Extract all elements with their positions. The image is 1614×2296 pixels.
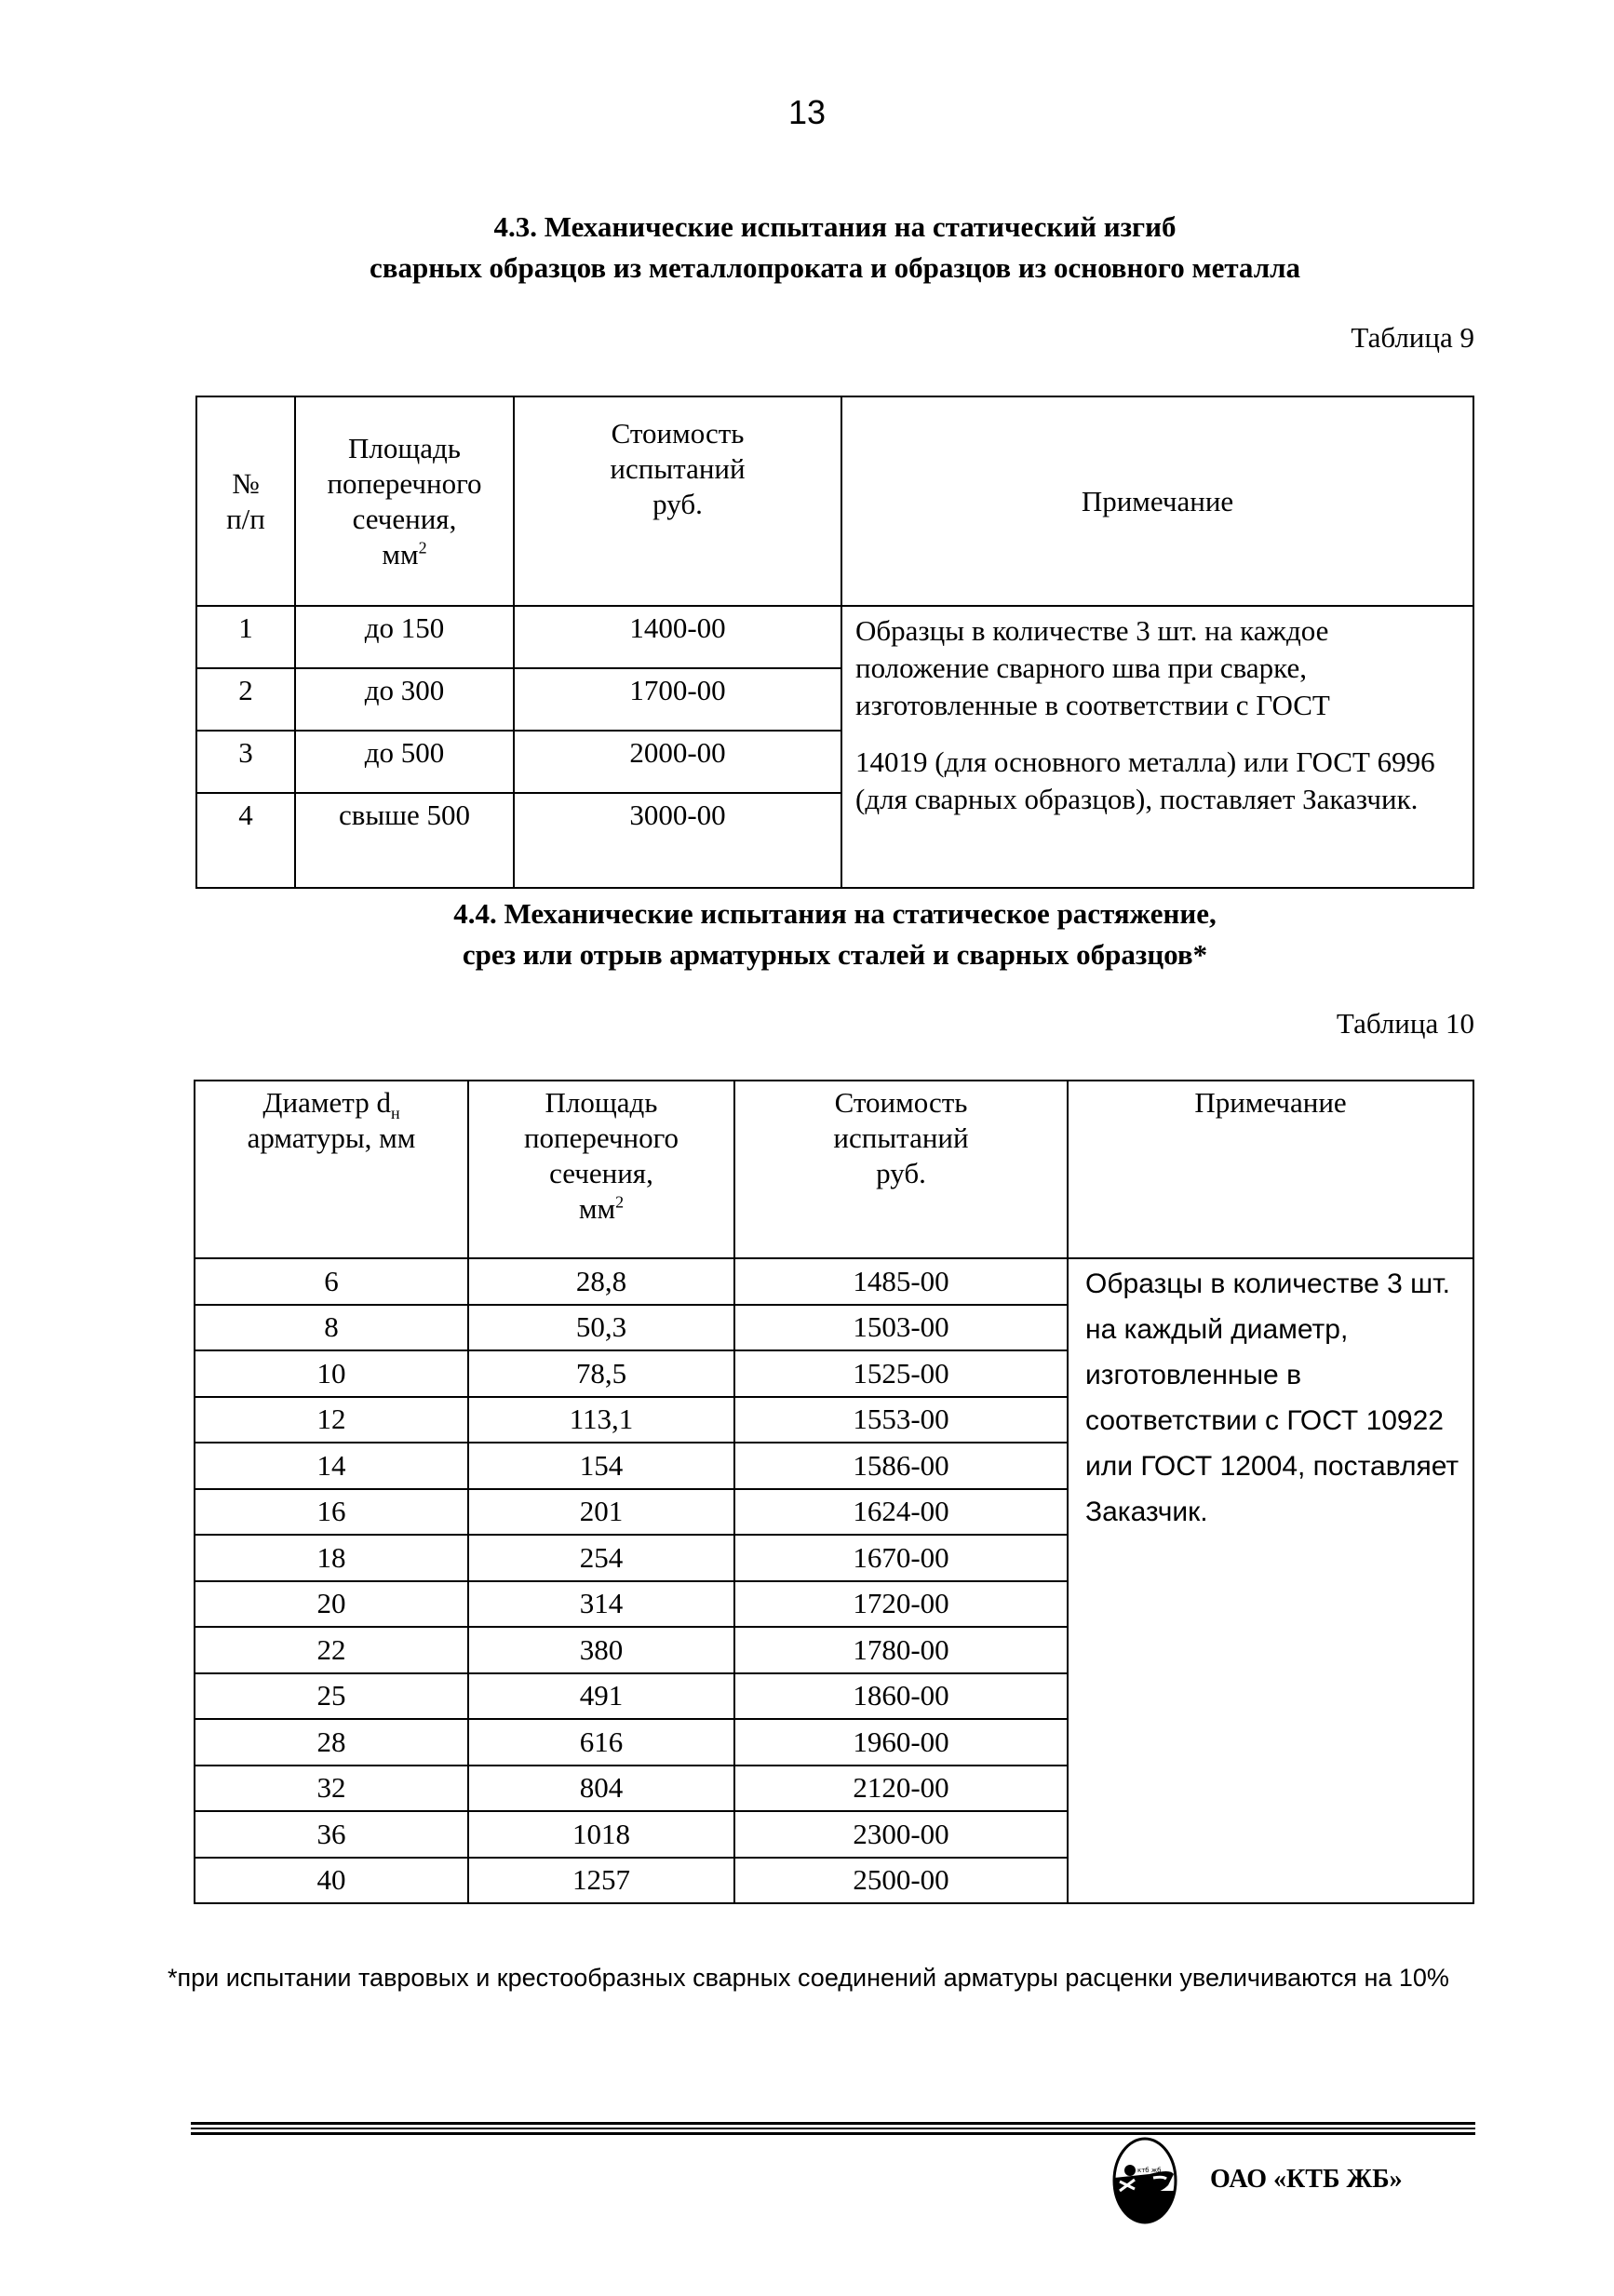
cell-cost: 1700-00 [514,668,841,731]
cell-cost: 1553-00 [734,1397,1068,1443]
header-unit [469,1191,733,1227]
cell-area: 491 [468,1673,734,1720]
header-note: Примечание [841,396,1473,606]
cell-cost: 1860-00 [734,1673,1068,1720]
company-name: ОАО «КТБ ЖБ» [1210,2165,1403,2194]
cell-diameter: 8 [195,1305,468,1351]
diameter-subscript: н [390,1104,400,1123]
table-10 [194,1080,1474,1904]
cell-area: свыше 500 [295,793,514,888]
cell-area: до 300 [295,668,514,731]
footnote: *при испытании тавровых и крестообразных сварных соединений арматуры расценки увеличиваются на 10% [168,1964,1449,1992]
cell-diameter: 32 [195,1766,468,1812]
svg-text:ктб жб: ктб жб [1137,2167,1162,2174]
header-text: Площадь [348,431,461,464]
cell-area: 113,1 [468,1397,734,1443]
cell-diameter: 40 [195,1858,468,1904]
cell-number: 4 [196,793,295,888]
header-text [195,1085,467,1121]
unit-superscript: 2 [615,1192,625,1212]
header-text: поперечного [523,1121,679,1154]
cell-diameter: 18 [195,1535,468,1581]
table-9-caption: Таблица 9 [1351,321,1474,354]
cell-diameter: 10 [195,1350,468,1397]
cell-area: 50,3 [468,1305,734,1351]
cell-cost: 2120-00 [734,1766,1068,1812]
cell-area: 314 [468,1581,734,1628]
cell-area: 28,8 [468,1258,734,1305]
cell-diameter: 16 [195,1489,468,1536]
cell-cost: 1586-00 [734,1443,1068,1489]
header-text: испытаний [610,452,746,485]
cell-diameter: 22 [195,1627,468,1673]
table-header-row [196,396,1473,606]
table-row [196,606,1473,668]
section-title-line: срез или отрыв арматурных сталей и сварных образцов* [462,938,1208,971]
cell-area: до 150 [295,606,514,668]
cell-diameter: 28 [195,1719,468,1766]
ktb-zhb-logo-icon [1112,2137,1177,2224]
cell-area: 616 [468,1719,734,1766]
section-4-3-title [195,207,1474,289]
header-cost [734,1081,1068,1258]
footer-divider [191,2122,1475,2135]
cell-area: 254 [468,1535,734,1581]
cell-cost: 1720-00 [734,1581,1068,1628]
cell-note-part2: 14019 (для основного металла) или ГОСТ 6996 (для сварных образцов), поставляет Заказчик. [841,731,1473,888]
cell-cost: 1525-00 [734,1350,1068,1397]
cell-cost: 1624-00 [734,1489,1068,1536]
header-text: сечения, [549,1157,653,1189]
cell-cost: 2000-00 [514,731,841,793]
cell-cost: 1485-00 [734,1258,1068,1305]
cell-diameter: 25 [195,1673,468,1720]
header-text: испытаний [833,1121,969,1154]
cell-cost: 1503-00 [734,1305,1068,1351]
table-header-row [195,1081,1473,1258]
cell-cost: 2300-00 [734,1811,1068,1858]
header-text: п/п [226,502,265,535]
cell-area: 201 [468,1489,734,1536]
section-4-4-title [195,893,1474,975]
cell-area: 1257 [468,1858,734,1904]
header-text: поперечного [327,466,482,500]
cell-number: 2 [196,668,295,731]
header-area [468,1081,734,1258]
header-text: Стоимость [611,417,745,450]
diameter-label: Диаметр d [262,1086,391,1119]
cell-cost: 1400-00 [514,606,841,668]
table-row [195,1258,1473,1305]
cell-cost: 1780-00 [734,1627,1068,1673]
cell-cost: 3000-00 [514,793,841,888]
cell-diameter: 36 [195,1811,468,1858]
header-area [295,396,514,606]
cell-area: 154 [468,1443,734,1489]
cell-number: 1 [196,606,295,668]
cell-diameter: 14 [195,1443,468,1489]
section-title-line: 4.3. Механические испытания на статический изгиб [493,210,1177,243]
unit-text: мм [382,537,419,571]
header-text: Стоимость [834,1086,968,1119]
table-10-caption: Таблица 10 [1336,1007,1474,1040]
header-note: Примечание [1068,1081,1473,1258]
cell-diameter: 6 [195,1258,468,1305]
section-title-line: сварных образцов из металлопроката и образцов из основного металла [370,251,1300,284]
header-text: сечения, [352,502,457,535]
cell-area: 804 [468,1766,734,1812]
section-title-line: 4.4. Механические испытания на статическое растяжение, [453,897,1217,930]
header-cost [514,396,841,606]
header-text: Площадь [545,1086,658,1119]
cell-diameter: 12 [195,1397,468,1443]
cell-cost: 1670-00 [734,1535,1068,1581]
cell-note-part1: Образцы в количестве 3 шт. на каждое положение сварного шва при сварке, изготовленные в соответствии с ГОСТ [841,606,1473,731]
table-10-body [195,1258,1473,1903]
cell-number: 3 [196,731,295,793]
page-number: 13 [787,93,827,131]
cell-note: Образцы в количестве 3 шт. на каждый диаметр, изготовленные в соответствии с ГОСТ 10922 или ГОСТ 12004, поставляет Заказчик. [1068,1258,1473,1903]
table-row [196,731,1473,793]
header-diameter [195,1081,468,1258]
header-unit [296,537,513,572]
cell-area: 1018 [468,1811,734,1858]
header-text: арматуры, мм [247,1121,416,1154]
cell-diameter: 20 [195,1581,468,1628]
unit-text: мм [578,1192,616,1225]
cell-cost: 1960-00 [734,1719,1068,1766]
cell-area: 380 [468,1627,734,1673]
unit-superscript: 2 [418,538,427,557]
table-9 [195,396,1474,889]
header-text: № [232,466,260,500]
cell-area: 78,5 [468,1350,734,1397]
header-text: руб. [876,1157,926,1189]
header-text: руб. [652,488,703,520]
cell-cost: 2500-00 [734,1858,1068,1904]
cell-area: до 500 [295,731,514,793]
logo-svg [1112,2137,1177,2224]
header-number [196,396,295,606]
